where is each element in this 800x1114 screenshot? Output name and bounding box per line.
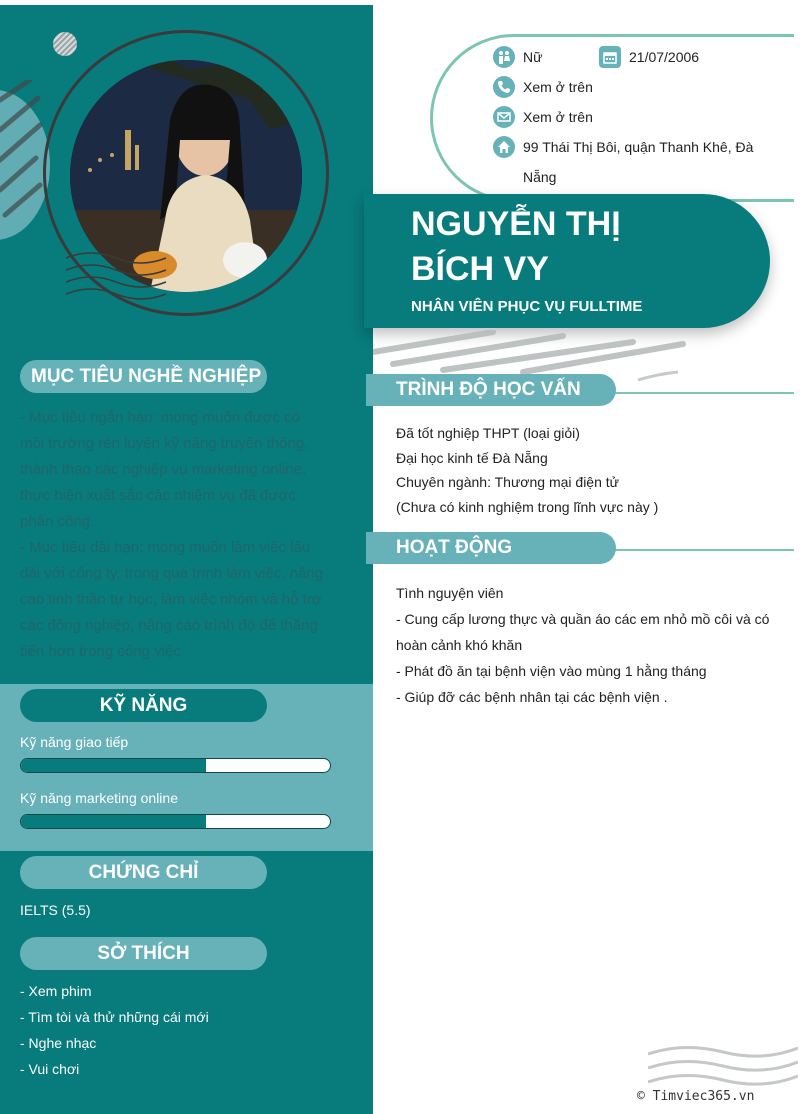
calendar-icon [599, 46, 621, 68]
decorative-wave-lines [648, 1040, 798, 1090]
career-goal-text: - Mục tiêu ngắn hạn: mong muốn được có môi trường rèn luyện kỹ năng truyền thông, thành thạo các nghiệp vụ marketing online, thực hiện xuất sắc các nhiệm vụ đã được phân công. - Mục tiêu dài hạn: mong muốn làm việc lâu dài với công ty, trong quá trình làm việc, nâng cao tinh thần tự học, làm việc nhóm và hỗ trợ các đồng nghiệp, nâng cao trình độ để thăng tiến hơn trong công việc [20, 409, 324, 660]
gender-icon [493, 46, 515, 68]
skill-bar [20, 758, 331, 773]
home-icon [493, 136, 515, 158]
hobby-item: - Nghe nhạc [20, 1035, 97, 1051]
skill-label: Kỹ năng marketing online [20, 790, 178, 806]
name-card [364, 194, 770, 328]
gender-row [493, 46, 542, 68]
skill-bar [20, 814, 331, 829]
certificate-item: IELTS (5.5) [20, 902, 91, 918]
certificates-heading: CHỨNG CHỈ [20, 856, 267, 889]
decorative-brush-strokes [0, 80, 50, 220]
skills-heading: KỸ NĂNG [20, 689, 267, 722]
phone-text: Xem ở trên [523, 79, 593, 95]
skill-bar-fill [21, 759, 206, 772]
hobby-item: - Tìm tòi và thử những cái mới [20, 1009, 209, 1025]
hobby-item: - Xem phim [20, 983, 92, 999]
section-divider [600, 549, 794, 551]
education-text: Đã tốt nghiệp THPT (loại giỏi) Đại học kinh tế Đà Nẵng Chuyên ngành: Thương mại điện tử (Chưa có kinh nghiệm trong lĩnh vực này ) [396, 425, 659, 515]
gender-text: Nữ [523, 49, 543, 65]
hobby-item: - Vui chơi [20, 1061, 80, 1077]
phone-icon [493, 76, 515, 98]
career-goal-heading: MỤC TIÊU NGHỀ NGHIỆP [20, 360, 267, 393]
birthday-text: 21/07/2006 [629, 49, 700, 65]
job-title: NHÂN VIÊN PHỤC VỤ FULLTIME [411, 298, 643, 315]
address-row [493, 136, 753, 192]
email-row [493, 106, 593, 128]
activities-heading: HOẠT ĐỘNG [366, 532, 616, 564]
education-heading: TRÌNH ĐỘ HỌC VẤN [366, 374, 616, 406]
decorative-striped-dot [53, 32, 77, 56]
email-icon [493, 106, 515, 128]
email-text: Xem ở trên [523, 109, 593, 125]
skill-label: Kỹ năng giao tiếp [20, 734, 129, 750]
hobbies-heading: SỞ THÍCH [20, 937, 267, 970]
left-column [0, 5, 373, 1114]
section-divider [600, 392, 794, 394]
address-text: 99 Thái Thị Bôi, quận Thanh Khê, Đà Nẵng [523, 139, 754, 185]
phone-row [493, 76, 593, 98]
activities-text: Tình nguyện viên - Cung cấp lương thực và quần áo các em nhỏ mồ côi và có hoàn cảnh khó khăn - Phát đồ ăn tại bệnh viện vào mùng 1 hằng tháng - Giúp đỡ các bệnh nhân tại các bệnh viện . [396, 585, 770, 705]
skill-bar-fill [21, 815, 206, 828]
full-name: NGUYỄN THỊ BÍCH VY [411, 205, 621, 288]
birthday-row [599, 46, 699, 68]
footer-watermark: © Timviec365.vn [637, 1089, 755, 1104]
decorative-postmark-lines [66, 248, 176, 303]
